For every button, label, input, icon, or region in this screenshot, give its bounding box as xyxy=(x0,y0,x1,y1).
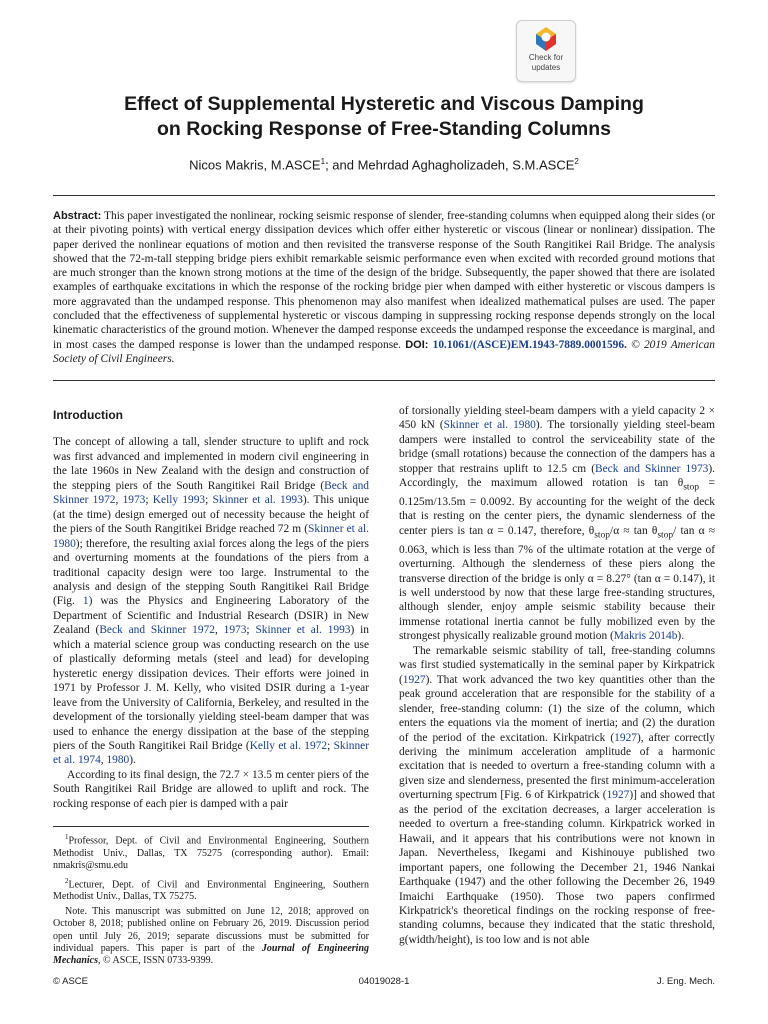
text: The remarkable seismic stability of tall, free-standing columns was first studied systematically in the seminal paper by Kirkpatrick ( xyxy=(399,644,715,686)
check-for-updates-badge[interactable] xyxy=(516,20,576,82)
text: ); therefore, the resulting axial forces along the legs of the piers and overturning moments at the foundations of the piers from a traditional capacity design were too large. Instrumental to the analysis and design of the stepping South Rangitikei Rail Bridge (Fig. xyxy=(53,537,369,608)
author-separator: ; and Mehrdad Aghagholizadeh, S.M.ASCE xyxy=(325,157,575,173)
text: /α ≈ tan θ xyxy=(610,524,658,537)
right-paragraph-1 xyxy=(399,404,715,644)
text: , xyxy=(100,754,107,767)
author-list xyxy=(40,157,728,172)
badge-label-1: Check for xyxy=(528,53,564,62)
submission-note xyxy=(53,906,369,968)
citation-link[interactable]: Skinner et al. 1993 xyxy=(255,624,351,637)
copyright-notice: © 2019 American Society of Civil Engineers. xyxy=(53,338,715,365)
doi-link[interactable]: 10.1061/(ASCE)EM.1943-7889.0001596. xyxy=(432,338,627,351)
author-2-affil: 2 xyxy=(574,157,579,166)
citation-link[interactable]: Beck and Skinner 1972 xyxy=(99,624,215,637)
right-paragraph-2 xyxy=(399,644,715,948)
subscript: stop xyxy=(594,530,611,541)
subscript: stop xyxy=(683,482,700,493)
left-column xyxy=(53,404,369,811)
citation-link[interactable]: Skinner et al. 1974 xyxy=(53,739,369,767)
footnote-1 xyxy=(53,831,369,873)
citation-link[interactable]: Skinner et al. 1980 xyxy=(53,523,369,550)
footnotes xyxy=(53,826,369,970)
doi-label: DOI: xyxy=(405,338,429,351)
intro-paragraph-2: According to its final design, the 72.7 × 13.5 m center piers of the South Rangitikei Rail Bridge are allowed to uplift and rock. The rocking response of each pier is damped with a pair xyxy=(53,768,369,810)
footnote-2 xyxy=(53,875,369,904)
text: ). That work advanced the two key quantities other than the peak ground acceleration that are responsible for the stability of a slender, free-standing column: (1) the size of the column, which enters the equations via the moment of inertia; and (2) the duration of the period of the excitation. Kirkpatrick ( xyxy=(399,673,715,744)
subscript: stop xyxy=(657,530,674,541)
footer-article-number: 04019028-1 xyxy=(358,976,410,987)
text: ). Accordingly, the maximum allowed rotation is tan θ xyxy=(399,462,715,490)
note-text: Note. This manuscript was submitted on June 12, 2018; approved on October 8, 2018; published online on February 26, 2019. Discussion period open until July 26, 2019; separate discussions must be submitted for individual papers. This paper is part of the xyxy=(53,905,369,954)
footnote-text: Lecturer, Dept. of Civil and Environmental Engineering, Southern Methodist Univ., Dallas, TX 75275. xyxy=(53,878,369,903)
citation-link[interactable]: Beck and Skinner 1973 xyxy=(595,462,709,475)
text: The concept of allowing a tall, slender structure to uplift and rock was first advanced and implemented in modern civil engineering in the late 1960s in New Zealand with the design and construction of the stepping piers of the South Rangitikei Rail Bridge ( xyxy=(53,436,369,492)
text: ; xyxy=(246,624,256,637)
text: ), after correctly deriving the minimum acceleration amplitude of a harmonic excitation that is needed to overturn a free-standing column with a given size and slenderness, presented the first minimum-acceleration overturning spectrum [Fig. 6 of Kirkpatrick ( xyxy=(399,731,715,802)
intro-paragraph-1 xyxy=(53,435,369,767)
text: ; xyxy=(205,494,213,507)
text: , xyxy=(115,494,123,507)
text: ) was the Physics and Engineering Laboratory of the Department of Scientific and Industrial Research (DSIR) in New Zealand ( xyxy=(53,595,370,637)
footnote-marker: 2 xyxy=(65,876,69,885)
badge-label-2: updates xyxy=(531,63,561,72)
text: ). The torsionally yielding steel-beam dampers were installed to control the serviceability state of the bridge (small rotations) because the connection of the dampers has a stopper that restrains uplift to 12.5 cm ( xyxy=(399,419,716,475)
footnote-text: Professor, Dept. of Civil and Environmental Engineering, Southern Methodist Univ., Dallas, TX 75275 (corresponding author). Email: nmakris@smu.edu xyxy=(53,835,369,872)
title-line-2: on Rocking Response of Free-Standing Columns xyxy=(157,118,611,140)
text: ; xyxy=(327,739,334,752)
text: / tan α ≈ 0.063, which is less than 7% of the ultimate rotation at the verge of overturning. Although the slenderness of these piers along the transverse direction of the bridge is only α = 8.27° (tan α = 0.147), it is well understood by now that these large free-standing structures, although slender, enjoy ample seismic stability because their immense rotational inertia cannot be fully mobilized even by the strongest physically realizable ground motion ( xyxy=(399,524,716,643)
journal-name: Journal of Engineering Mechanics xyxy=(53,942,370,967)
text: ) in which a material science group was conducting research on the use of plastically deforming metals (steel and lead) for developing hysteretic energy dissipation devices. Their efforts were joined in 1971 by Professor J. M. Kelly, who visited DSIR during a 1-year leave from the University of California, Berkeley, and resulted in the development of the torsionally yielding steel-beam damper that was used to enhance the energy dissipation at the base of the stepping piers of the South Rangitikei Rail Bridge ( xyxy=(53,624,369,752)
abstract-text: This paper investigated the nonlinear, rocking seismic response of slender, free-standing columns when equipped along their sides (or at their pivoting points) with vertical energy dissipation devices which offer either hysteretic or viscous (linear or nonlinear) dissipation. The paper derived the nonlinear equations of motion and then revisited the transverse response of the South Rangitikei Rail Bridge. The analysis showed that the 72-m-tall stepping bridge piers exhibit remarkable seismic performance even when excited with recorded ground motions that are much stronger than the known strong motions at the time of the design of the bridge. Subsequently, the paper showed that there are isolated examples of earthquake excitations in which the response of the rocking bridge pier when damped with either hysteretic or viscous dampers is more aggravated than the undamped response. This phenomenon may also manifest when idealized mathematical pulses are used. The paper concluded that the effectiveness of supplemental hysteretic or viscous damping in suppressing rocking response depends strongly on the local kinematic characteristics of the ground motion. Whenever the damped response exceeds the undamped response the exceedance is marginal, and in most cases the damped response is lower than the undamped response. xyxy=(53,210,715,351)
citation-link[interactable]: 1927 xyxy=(614,731,637,744)
paper-title xyxy=(40,92,728,142)
citation-link[interactable]: 1927 xyxy=(402,673,426,686)
title-line-1: Effect of Supplemental Hysteretic and Viscous Damping xyxy=(124,93,644,115)
right-column xyxy=(399,404,715,947)
section-heading-introduction: Introduction xyxy=(53,408,123,422)
text: )] and showed that as the period of the excitation decreases, a larger acceleration is needed to overturn a free-standing column. Kirkpatrick worked in Hawaii, and it appears that his contributions were not known in Japan. Nevertheless, Ikegami and Kishinouye published two important papers, one following the December 21, 1946 Nankai Earthquake (1947) and the other following the December 26, 1949 Imaichi Earthquake (1950). Those two papers confirmed Kirkpatrick's theoretical findings on the rocking response of free-standing columns, because they indicated that the static threshold, g(width/height), is too low and is not able xyxy=(399,789,715,946)
text: ). xyxy=(129,754,136,767)
text: , xyxy=(214,624,224,637)
abstract-label: Abstract: xyxy=(53,210,102,222)
crossmark-icon xyxy=(534,26,558,52)
citation-link[interactable]: Skinner et al. 1980 xyxy=(443,419,536,432)
text: ; xyxy=(145,494,153,507)
note-text: , © ASCE, ISSN 0733-9399. xyxy=(98,955,214,967)
footer-journal: J. Eng. Mech. xyxy=(656,976,715,987)
citation-link[interactable]: Kelly 1993 xyxy=(152,494,206,507)
citation-link[interactable]: Skinner et al. 1993 xyxy=(212,494,303,507)
abstract-block xyxy=(53,195,715,381)
citation-link[interactable]: Kelly et al. 1972 xyxy=(249,739,328,752)
citation-link[interactable]: Beck and Skinner 1972 xyxy=(53,479,369,507)
text: = 0.125m/13.5m = 0.0092. By accounting for the weight of the deck that is resting on the center piers, the dynamic slenderness of the center piers is tan α = 0.147, therefore, θ xyxy=(399,477,715,537)
author-1: Nicos Makris, M.ASCE xyxy=(189,157,321,173)
text: ). This unique (at the time) design emerged out of necessity because the height of the piers of the South Rangitikei Bridge reached 72 m ( xyxy=(53,494,369,536)
figure-link[interactable]: 1 xyxy=(82,595,89,608)
citation-link[interactable]: 1927 xyxy=(606,789,630,802)
citation-link[interactable]: 1973 xyxy=(122,494,146,507)
text: of torsionally yielding steel-beam dampers with a yield capacity 2 × 450 kN ( xyxy=(399,405,715,432)
text: ). xyxy=(677,630,685,643)
footnote-marker: 1 xyxy=(65,833,69,841)
author-1-affil: 1 xyxy=(320,157,326,166)
citation-link[interactable]: Makris 2014b xyxy=(613,630,678,643)
citation-link[interactable]: 1980 xyxy=(106,754,130,767)
citation-link[interactable]: 1973 xyxy=(223,624,247,637)
footer-publisher: © ASCE xyxy=(53,976,88,987)
